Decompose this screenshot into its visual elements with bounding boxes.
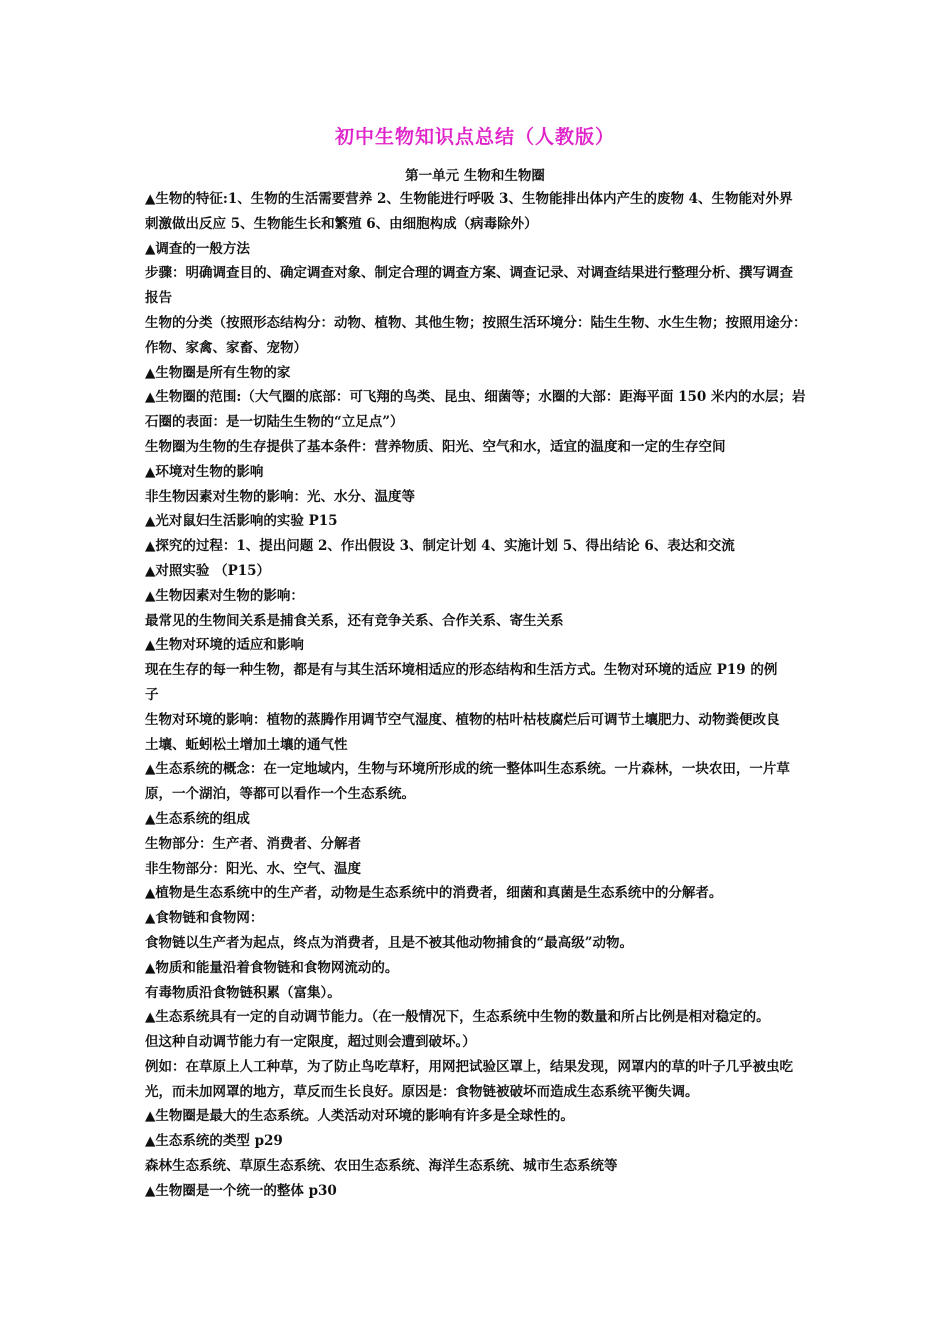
- text-line: ▲生物的特征:1、生物的生活需要营养 2、生物能进行呼吸 3、生物能排出体内产生的废物 4、生物能对外界: [145, 191, 793, 207]
- text-line: 非生物因素对生物的影响：光、水分、温度等: [145, 488, 415, 505]
- text-line: ▲环境对生物的影响: [145, 463, 264, 480]
- text-line: 生物对环境的影响：植物的蒸腾作用调节空气湿度、植物的枯叶枯枝腐烂后可调节土壤肥力、动物粪便改良: [145, 711, 780, 728]
- text-line: ▲生物圈是一个统一的整体 p30: [145, 1182, 337, 1199]
- text-line: 食物链以生产者为起点，终点为消费者，且是不被其他动物捕食的“最高级”动物。: [145, 934, 634, 951]
- text-line: 森林生态系统、草原生态系统、农田生态系统、海洋生态系统、城市生态系统等: [145, 1158, 618, 1175]
- document-title: 初中生物知识点总结（人教版）: [334, 126, 615, 148]
- text-line: ▲生物圈是最大的生态系统。人类活动对环境的影响有许多是全球性的。: [145, 1108, 574, 1125]
- text-line: ▲探究的过程：1、提出问题 2、作出假设 3、制定计划 4、实施计划 5、得出结论 6、表达和交流: [145, 538, 735, 555]
- text-line: 原，一个湖泊，等都可以看作一个生态系统。: [145, 786, 415, 803]
- text-line: 石圈的表面：是一切陆生生物的“立足点”）: [145, 414, 404, 431]
- text-line: 报告: [145, 290, 172, 307]
- text-line: ▲生物因素对生物的影响：: [145, 587, 304, 604]
- text-line: 生物的分类（按照形态结构分：动物、植物、其他生物；按照生活环境分：陆生生物、水生生物；按照用途分：: [145, 314, 807, 331]
- text-line: 生物部分：生产者、消费者、分解者: [145, 835, 361, 852]
- text-line: 刺激做出反应 5、生物能生长和繁殖 6、由细胞构成（病毒除外）: [145, 215, 538, 232]
- text-line: 步骤：明确调查目的、确定调查对象、制定合理的调查方案、调查记录、对调查结果进行整理分析、撰写调查: [145, 265, 793, 282]
- text-line: ▲物质和能量沿着食物链和食物网流动的。: [145, 959, 399, 976]
- text-line: ▲食物链和食物网：: [145, 910, 264, 927]
- text-line: 最常见的生物间关系是捕食关系，还有竞争关系、合作关系、寄生关系: [145, 612, 564, 629]
- text-line: ▲光对鼠妇生活影响的实验 P15: [145, 513, 338, 530]
- text-line: ▲生物圈是所有生物的家: [145, 364, 291, 381]
- text-line: 生物圈为生物的生存提供了基本条件：营养物质、阳光、空气和水，适宜的温度和一定的生存空间: [145, 438, 726, 455]
- text-line: ▲生物圈的范围:（大气圈的底部：可飞翔的鸟类、昆虫、细菌等；水圈的大部：距海平面 150 米内的水层；岩: [145, 389, 806, 406]
- text-line: ▲调查的一般方法: [145, 240, 250, 257]
- text-line: 作物、家禽、家畜、宠物）: [145, 339, 307, 356]
- text-line: 光，而未加网罩的地方，草反而生长良好。原因是：食物链被破坏而造成生态系统平衡失调。: [145, 1083, 699, 1100]
- text-line: ▲生态系统的概念：在一定地域内，生物与环境所形成的统一整体叫生态系统。一片森林，一块农田，一片草: [145, 761, 790, 778]
- text-line: 现在生存的每一种生物，都是有与其生活环境相适应的形态结构和生活方式。生物对环境的适应 P19 的例: [145, 662, 778, 679]
- text-line: ▲生态系统的组成: [145, 810, 250, 827]
- text-line: 有毒物质沿食物链积累（富集）。: [145, 984, 341, 1001]
- text-line: 非生物部分：阳光、水、空气、温度: [145, 860, 361, 877]
- text-line: 土壤、蚯蚓松土增加土壤的通气性: [145, 736, 348, 753]
- text-line: 但这种自动调节能力有一定限度，超过则会遭到破坏。）: [145, 1034, 476, 1051]
- text-line: 例如：在草原上人工种草，为了防止鸟吃草籽，用网把试验区罩上，结果发现，网罩内的草的叶子几乎被虫吃: [145, 1058, 793, 1075]
- unit-heading: 第一单元 生物和生物圈: [405, 168, 545, 184]
- text-line: ▲对照实验 （P15）: [145, 562, 271, 579]
- text-line: ▲生态系统的类型 p29: [145, 1133, 283, 1150]
- text-line: ▲植物是生态系统中的生产者，动物是生态系统中的消费者，细菌和真菌是生态系统中的分解者。: [145, 885, 723, 902]
- document-body: [145, 187, 810, 1204]
- text-line: ▲生物对环境的适应和影响: [145, 637, 304, 654]
- text-line: ▲生态系统具有一定的自动调节能力。（在一般情况下，生态系统中生物的数量和所占比例是相对稳定的。: [145, 1009, 770, 1026]
- text-line: 子: [145, 686, 159, 703]
